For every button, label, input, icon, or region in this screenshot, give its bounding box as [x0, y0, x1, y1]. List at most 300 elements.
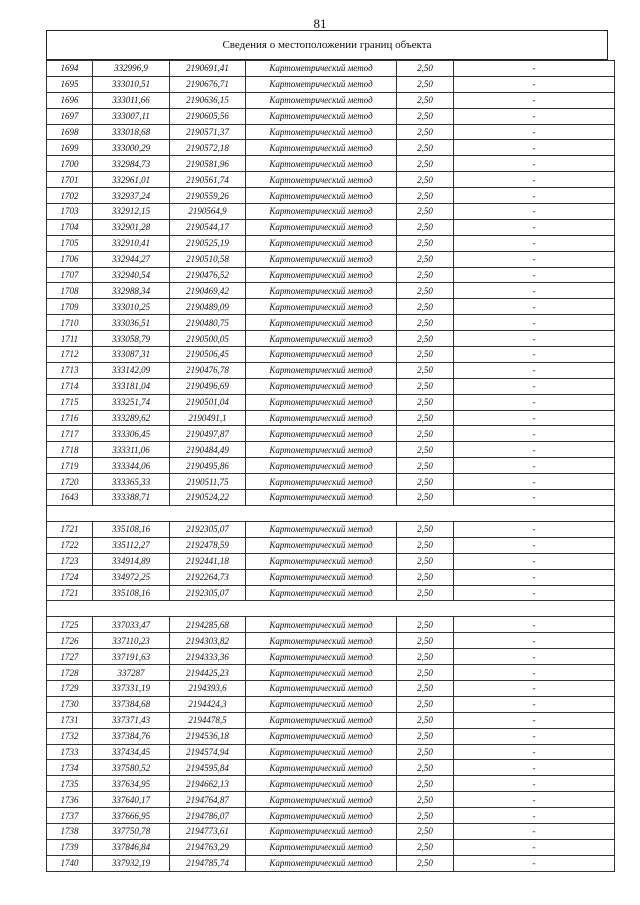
- table-row: [47, 172, 615, 188]
- y-coordinate-cell: 2194785,74: [170, 855, 246, 871]
- y-coordinate-cell: 2190501,04: [170, 394, 246, 410]
- y-coordinate-cell: 2194303,82: [170, 633, 246, 649]
- table-row: [47, 188, 615, 204]
- description-cell: -: [454, 839, 615, 855]
- x-coordinate-cell: 333365,33: [93, 474, 170, 490]
- table-row: [47, 251, 615, 267]
- table-row: [47, 744, 615, 760]
- method-cell: Картометрический метод: [246, 712, 397, 728]
- method-cell: Картометрический метод: [246, 458, 397, 474]
- point-number-cell: 1740: [47, 855, 93, 871]
- y-coordinate-cell: 2194478,5: [170, 712, 246, 728]
- point-number-cell: 1705: [47, 235, 93, 251]
- description-cell: -: [454, 696, 615, 712]
- table-row: [47, 299, 615, 315]
- x-coordinate-cell: 335108,16: [93, 585, 170, 601]
- x-coordinate-cell: 332912,15: [93, 204, 170, 220]
- description-cell: -: [454, 92, 615, 108]
- y-coordinate-cell: 2190544,17: [170, 219, 246, 235]
- point-number-cell: 1694: [47, 61, 93, 77]
- x-coordinate-cell: 332940,54: [93, 267, 170, 283]
- x-coordinate-cell: 333251,74: [93, 394, 170, 410]
- method-cell: Картометрический метод: [246, 569, 397, 585]
- table-row: [47, 855, 615, 871]
- method-cell: Картометрический метод: [246, 744, 397, 760]
- method-cell: Картометрический метод: [246, 156, 397, 172]
- description-cell: -: [454, 792, 615, 808]
- accuracy-cell: 2,50: [397, 347, 454, 363]
- accuracy-cell: 2,50: [397, 108, 454, 124]
- x-coordinate-cell: 332901,28: [93, 219, 170, 235]
- method-cell: Картометрический метод: [246, 823, 397, 839]
- point-number-cell: 1731: [47, 712, 93, 728]
- y-coordinate-cell: 2190480,75: [170, 315, 246, 331]
- description-cell: -: [454, 617, 615, 633]
- x-coordinate-cell: 337331,19: [93, 680, 170, 696]
- point-number-cell: 1697: [47, 108, 93, 124]
- accuracy-cell: 2,50: [397, 649, 454, 665]
- x-coordinate-cell: 333311,06: [93, 442, 170, 458]
- description-cell: -: [454, 315, 615, 331]
- x-coordinate-cell: 337110,23: [93, 633, 170, 649]
- x-coordinate-cell: 333388,71: [93, 490, 170, 506]
- method-cell: Картометрический метод: [246, 808, 397, 824]
- point-number-cell: 1733: [47, 744, 93, 760]
- block-separator-row: [47, 601, 615, 617]
- x-coordinate-cell: 333087,31: [93, 347, 170, 363]
- page-number: 81: [313, 16, 327, 31]
- y-coordinate-cell: 2194773,61: [170, 823, 246, 839]
- table-row: [47, 680, 615, 696]
- accuracy-cell: 2,50: [397, 490, 454, 506]
- accuracy-cell: 2,50: [397, 283, 454, 299]
- table-row: [47, 394, 615, 410]
- point-number-cell: 1714: [47, 378, 93, 394]
- method-cell: Картометрический метод: [246, 426, 397, 442]
- description-cell: -: [454, 553, 615, 569]
- x-coordinate-cell: 333344,06: [93, 458, 170, 474]
- x-coordinate-cell: 333058,79: [93, 331, 170, 347]
- x-coordinate-cell: 337750,78: [93, 823, 170, 839]
- description-cell: -: [454, 267, 615, 283]
- description-cell: -: [454, 76, 615, 92]
- accuracy-cell: 2,50: [397, 362, 454, 378]
- description-cell: -: [454, 823, 615, 839]
- description-cell: -: [454, 728, 615, 744]
- y-coordinate-cell: 2194333,36: [170, 649, 246, 665]
- point-number-cell: 1719: [47, 458, 93, 474]
- method-cell: Картометрический метод: [246, 410, 397, 426]
- y-coordinate-cell: 2190491,1: [170, 410, 246, 426]
- method-cell: Картометрический метод: [246, 839, 397, 855]
- x-coordinate-cell: 337434,45: [93, 744, 170, 760]
- point-number-cell: 1723: [47, 553, 93, 569]
- y-coordinate-cell: 2190636,15: [170, 92, 246, 108]
- x-coordinate-cell: 335108,16: [93, 521, 170, 537]
- table-row: [47, 458, 615, 474]
- accuracy-cell: 2,50: [397, 204, 454, 220]
- table-row: [47, 617, 615, 633]
- table-row: [47, 728, 615, 744]
- point-number-cell: 1725: [47, 617, 93, 633]
- method-cell: Картометрический метод: [246, 108, 397, 124]
- point-number-cell: 1643: [47, 490, 93, 506]
- x-coordinate-cell: 333036,51: [93, 315, 170, 331]
- method-cell: Картометрический метод: [246, 649, 397, 665]
- description-cell: -: [454, 744, 615, 760]
- y-coordinate-cell: 2190559,26: [170, 188, 246, 204]
- method-cell: Картометрический метод: [246, 362, 397, 378]
- accuracy-cell: 2,50: [397, 331, 454, 347]
- y-coordinate-cell: 2190561,74: [170, 172, 246, 188]
- method-cell: Картометрический метод: [246, 394, 397, 410]
- description-cell: -: [454, 347, 615, 363]
- x-coordinate-cell: 333010,25: [93, 299, 170, 315]
- description-cell: -: [454, 299, 615, 315]
- accuracy-cell: 2,50: [397, 680, 454, 696]
- accuracy-cell: 2,50: [397, 299, 454, 315]
- accuracy-cell: 2,50: [397, 378, 454, 394]
- accuracy-cell: 2,50: [397, 140, 454, 156]
- description-cell: -: [454, 410, 615, 426]
- x-coordinate-cell: 332910,41: [93, 235, 170, 251]
- point-number-cell: 1706: [47, 251, 93, 267]
- method-cell: Картометрический метод: [246, 855, 397, 871]
- x-coordinate-cell: 335112,27: [93, 537, 170, 553]
- y-coordinate-cell: 2190484,49: [170, 442, 246, 458]
- y-coordinate-cell: 2190605,56: [170, 108, 246, 124]
- accuracy-cell: 2,50: [397, 823, 454, 839]
- point-number-cell: 1712: [47, 347, 93, 363]
- x-coordinate-cell: 337191,63: [93, 649, 170, 665]
- y-coordinate-cell: 2190691,41: [170, 61, 246, 77]
- accuracy-cell: 2,50: [397, 839, 454, 855]
- description-cell: -: [454, 665, 615, 681]
- method-cell: Картометрический метод: [246, 553, 397, 569]
- point-number-cell: 1715: [47, 394, 93, 410]
- point-number-cell: 1730: [47, 696, 93, 712]
- point-number-cell: 1698: [47, 124, 93, 140]
- y-coordinate-cell: 2190500,05: [170, 331, 246, 347]
- table-row: [47, 124, 615, 140]
- y-coordinate-cell: 2194764,87: [170, 792, 246, 808]
- x-coordinate-cell: 332961,01: [93, 172, 170, 188]
- x-coordinate-cell: 337384,76: [93, 728, 170, 744]
- method-cell: Картометрический метод: [246, 521, 397, 537]
- boundary-table-sheet: [46, 30, 608, 872]
- method-cell: Картометрический метод: [246, 633, 397, 649]
- table-row: [47, 140, 615, 156]
- method-cell: Картометрический метод: [246, 331, 397, 347]
- point-number-cell: 1726: [47, 633, 93, 649]
- table-row: [47, 521, 615, 537]
- point-number-cell: 1721: [47, 585, 93, 601]
- method-cell: Картометрический метод: [246, 442, 397, 458]
- description-cell: -: [454, 283, 615, 299]
- table-row: [47, 92, 615, 108]
- y-coordinate-cell: 2190476,78: [170, 362, 246, 378]
- table-row: [47, 808, 615, 824]
- table-row: [47, 776, 615, 792]
- y-coordinate-cell: 2190497,87: [170, 426, 246, 442]
- accuracy-cell: 2,50: [397, 617, 454, 633]
- accuracy-cell: 2,50: [397, 61, 454, 77]
- table-row: [47, 426, 615, 442]
- x-coordinate-cell: 332988,34: [93, 283, 170, 299]
- method-cell: Картометрический метод: [246, 315, 397, 331]
- point-number-cell: 1700: [47, 156, 93, 172]
- method-cell: Картометрический метод: [246, 235, 397, 251]
- y-coordinate-cell: 2192478,59: [170, 537, 246, 553]
- method-cell: Картометрический метод: [246, 219, 397, 235]
- point-number-cell: 1703: [47, 204, 93, 220]
- x-coordinate-cell: 337634,95: [93, 776, 170, 792]
- x-coordinate-cell: 332944,27: [93, 251, 170, 267]
- x-coordinate-cell: 333007,11: [93, 108, 170, 124]
- y-coordinate-cell: 2192264,73: [170, 569, 246, 585]
- x-coordinate-cell: 333142,09: [93, 362, 170, 378]
- description-cell: -: [454, 235, 615, 251]
- description-cell: -: [454, 394, 615, 410]
- accuracy-cell: 2,50: [397, 394, 454, 410]
- point-number-cell: 1704: [47, 219, 93, 235]
- table-row: [47, 156, 615, 172]
- description-cell: -: [454, 569, 615, 585]
- method-cell: Картометрический метод: [246, 585, 397, 601]
- method-cell: Картометрический метод: [246, 61, 397, 77]
- table-row: [47, 108, 615, 124]
- y-coordinate-cell: 2194285,68: [170, 617, 246, 633]
- accuracy-cell: 2,50: [397, 855, 454, 871]
- accuracy-cell: 2,50: [397, 410, 454, 426]
- accuracy-cell: 2,50: [397, 219, 454, 235]
- method-cell: Картометрический метод: [246, 299, 397, 315]
- table-row: [47, 585, 615, 601]
- point-number-cell: 1724: [47, 569, 93, 585]
- y-coordinate-cell: 2194536,18: [170, 728, 246, 744]
- description-cell: -: [454, 156, 615, 172]
- accuracy-cell: 2,50: [397, 92, 454, 108]
- point-number-cell: 1711: [47, 331, 93, 347]
- point-number-cell: 1736: [47, 792, 93, 808]
- accuracy-cell: 2,50: [397, 156, 454, 172]
- x-coordinate-cell: 337846,84: [93, 839, 170, 855]
- y-coordinate-cell: 2190476,52: [170, 267, 246, 283]
- table-row: [47, 410, 615, 426]
- point-number-cell: 1732: [47, 728, 93, 744]
- description-cell: -: [454, 426, 615, 442]
- accuracy-cell: 2,50: [397, 792, 454, 808]
- description-cell: -: [454, 140, 615, 156]
- method-cell: Картометрический метод: [246, 283, 397, 299]
- accuracy-cell: 2,50: [397, 172, 454, 188]
- method-cell: Картометрический метод: [246, 665, 397, 681]
- x-coordinate-cell: 337033,47: [93, 617, 170, 633]
- description-cell: -: [454, 521, 615, 537]
- method-cell: Картометрический метод: [246, 474, 397, 490]
- table-row: [47, 442, 615, 458]
- table-header: Сведения о местоположении границ объекта: [46, 30, 608, 60]
- accuracy-cell: 2,50: [397, 76, 454, 92]
- description-cell: -: [454, 633, 615, 649]
- table-row: [47, 378, 615, 394]
- x-coordinate-cell: 333306,45: [93, 426, 170, 442]
- table-row: [47, 61, 615, 77]
- description-cell: -: [454, 474, 615, 490]
- x-coordinate-cell: 333289,62: [93, 410, 170, 426]
- coordinates-table: [46, 60, 615, 872]
- y-coordinate-cell: 2190495,86: [170, 458, 246, 474]
- table-row: [47, 569, 615, 585]
- accuracy-cell: 2,50: [397, 474, 454, 490]
- x-coordinate-cell: 332937,24: [93, 188, 170, 204]
- table-row: [47, 760, 615, 776]
- method-cell: Картометрический метод: [246, 696, 397, 712]
- accuracy-cell: 2,50: [397, 776, 454, 792]
- description-cell: -: [454, 855, 615, 871]
- table-row: [47, 712, 615, 728]
- description-cell: -: [454, 172, 615, 188]
- y-coordinate-cell: 2190525,19: [170, 235, 246, 251]
- x-coordinate-cell: 337371,43: [93, 712, 170, 728]
- x-coordinate-cell: 337287: [93, 665, 170, 681]
- table-row: [47, 362, 615, 378]
- accuracy-cell: 2,50: [397, 124, 454, 140]
- accuracy-cell: 2,50: [397, 760, 454, 776]
- y-coordinate-cell: 2194662,13: [170, 776, 246, 792]
- table-row: [47, 823, 615, 839]
- table-row: [47, 235, 615, 251]
- method-cell: Картометрический метод: [246, 124, 397, 140]
- table-row: [47, 553, 615, 569]
- point-number-cell: 1738: [47, 823, 93, 839]
- point-number-cell: 1709: [47, 299, 93, 315]
- point-number-cell: 1699: [47, 140, 93, 156]
- y-coordinate-cell: 2190469,42: [170, 283, 246, 299]
- accuracy-cell: 2,50: [397, 696, 454, 712]
- accuracy-cell: 2,50: [397, 744, 454, 760]
- y-coordinate-cell: 2190496,69: [170, 378, 246, 394]
- table-row: [47, 474, 615, 490]
- x-coordinate-cell: 332996,9: [93, 61, 170, 77]
- method-cell: Картометрический метод: [246, 537, 397, 553]
- y-coordinate-cell: 2190572,18: [170, 140, 246, 156]
- description-cell: -: [454, 251, 615, 267]
- method-cell: Картометрический метод: [246, 204, 397, 220]
- description-cell: -: [454, 649, 615, 665]
- description-cell: -: [454, 458, 615, 474]
- method-cell: Картометрический метод: [246, 251, 397, 267]
- y-coordinate-cell: 2194786,07: [170, 808, 246, 824]
- method-cell: Картометрический метод: [246, 140, 397, 156]
- table-row: [47, 204, 615, 220]
- y-coordinate-cell: 2194393,6: [170, 680, 246, 696]
- description-cell: -: [454, 442, 615, 458]
- accuracy-cell: 2,50: [397, 315, 454, 331]
- method-cell: Картометрический метод: [246, 92, 397, 108]
- y-coordinate-cell: 2190524,22: [170, 490, 246, 506]
- x-coordinate-cell: 337666,95: [93, 808, 170, 824]
- table-row: [47, 219, 615, 235]
- description-cell: -: [454, 219, 615, 235]
- accuracy-cell: 2,50: [397, 553, 454, 569]
- method-cell: Картометрический метод: [246, 76, 397, 92]
- point-number-cell: 1718: [47, 442, 93, 458]
- method-cell: Картометрический метод: [246, 776, 397, 792]
- point-number-cell: 1727: [47, 649, 93, 665]
- accuracy-cell: 2,50: [397, 442, 454, 458]
- point-number-cell: 1716: [47, 410, 93, 426]
- y-coordinate-cell: 2192305,07: [170, 521, 246, 537]
- table-row: [47, 665, 615, 681]
- method-cell: Картометрический метод: [246, 617, 397, 633]
- description-cell: -: [454, 61, 615, 77]
- x-coordinate-cell: 333000,29: [93, 140, 170, 156]
- table-row: [47, 649, 615, 665]
- y-coordinate-cell: 2192441,18: [170, 553, 246, 569]
- y-coordinate-cell: 2192305,07: [170, 585, 246, 601]
- point-number-cell: 1701: [47, 172, 93, 188]
- point-number-cell: 1708: [47, 283, 93, 299]
- table-row: [47, 633, 615, 649]
- method-cell: Картометрический метод: [246, 792, 397, 808]
- point-number-cell: 1710: [47, 315, 93, 331]
- x-coordinate-cell: 334972,25: [93, 569, 170, 585]
- y-coordinate-cell: 2194425,23: [170, 665, 246, 681]
- y-coordinate-cell: 2190506,45: [170, 347, 246, 363]
- y-coordinate-cell: 2190511,75: [170, 474, 246, 490]
- method-cell: Картометрический метод: [246, 760, 397, 776]
- description-cell: -: [454, 124, 615, 140]
- x-coordinate-cell: 337580,52: [93, 760, 170, 776]
- table-row: [47, 315, 615, 331]
- accuracy-cell: 2,50: [397, 188, 454, 204]
- x-coordinate-cell: 332984,73: [93, 156, 170, 172]
- separator-cell: [47, 601, 615, 617]
- accuracy-cell: 2,50: [397, 426, 454, 442]
- accuracy-cell: 2,50: [397, 521, 454, 537]
- point-number-cell: 1721: [47, 521, 93, 537]
- y-coordinate-cell: 2190571,37: [170, 124, 246, 140]
- table-row: [47, 347, 615, 363]
- x-coordinate-cell: 333011,66: [93, 92, 170, 108]
- point-number-cell: 1707: [47, 267, 93, 283]
- block-separator-row: [47, 505, 615, 521]
- table-row: [47, 537, 615, 553]
- description-cell: -: [454, 776, 615, 792]
- method-cell: Картометрический метод: [246, 172, 397, 188]
- point-number-cell: 1729: [47, 680, 93, 696]
- point-number-cell: 1702: [47, 188, 93, 204]
- table-row: [47, 283, 615, 299]
- point-number-cell: 1728: [47, 665, 93, 681]
- table-row: [47, 76, 615, 92]
- y-coordinate-cell: 2190676,71: [170, 76, 246, 92]
- point-number-cell: 1717: [47, 426, 93, 442]
- y-coordinate-cell: 2190564,9: [170, 204, 246, 220]
- x-coordinate-cell: 333181,04: [93, 378, 170, 394]
- accuracy-cell: 2,50: [397, 458, 454, 474]
- point-number-cell: 1696: [47, 92, 93, 108]
- description-cell: -: [454, 808, 615, 824]
- description-cell: -: [454, 760, 615, 776]
- table-row: [47, 267, 615, 283]
- accuracy-cell: 2,50: [397, 235, 454, 251]
- point-number-cell: 1735: [47, 776, 93, 792]
- accuracy-cell: 2,50: [397, 712, 454, 728]
- y-coordinate-cell: 2194424,3: [170, 696, 246, 712]
- y-coordinate-cell: 2194595,84: [170, 760, 246, 776]
